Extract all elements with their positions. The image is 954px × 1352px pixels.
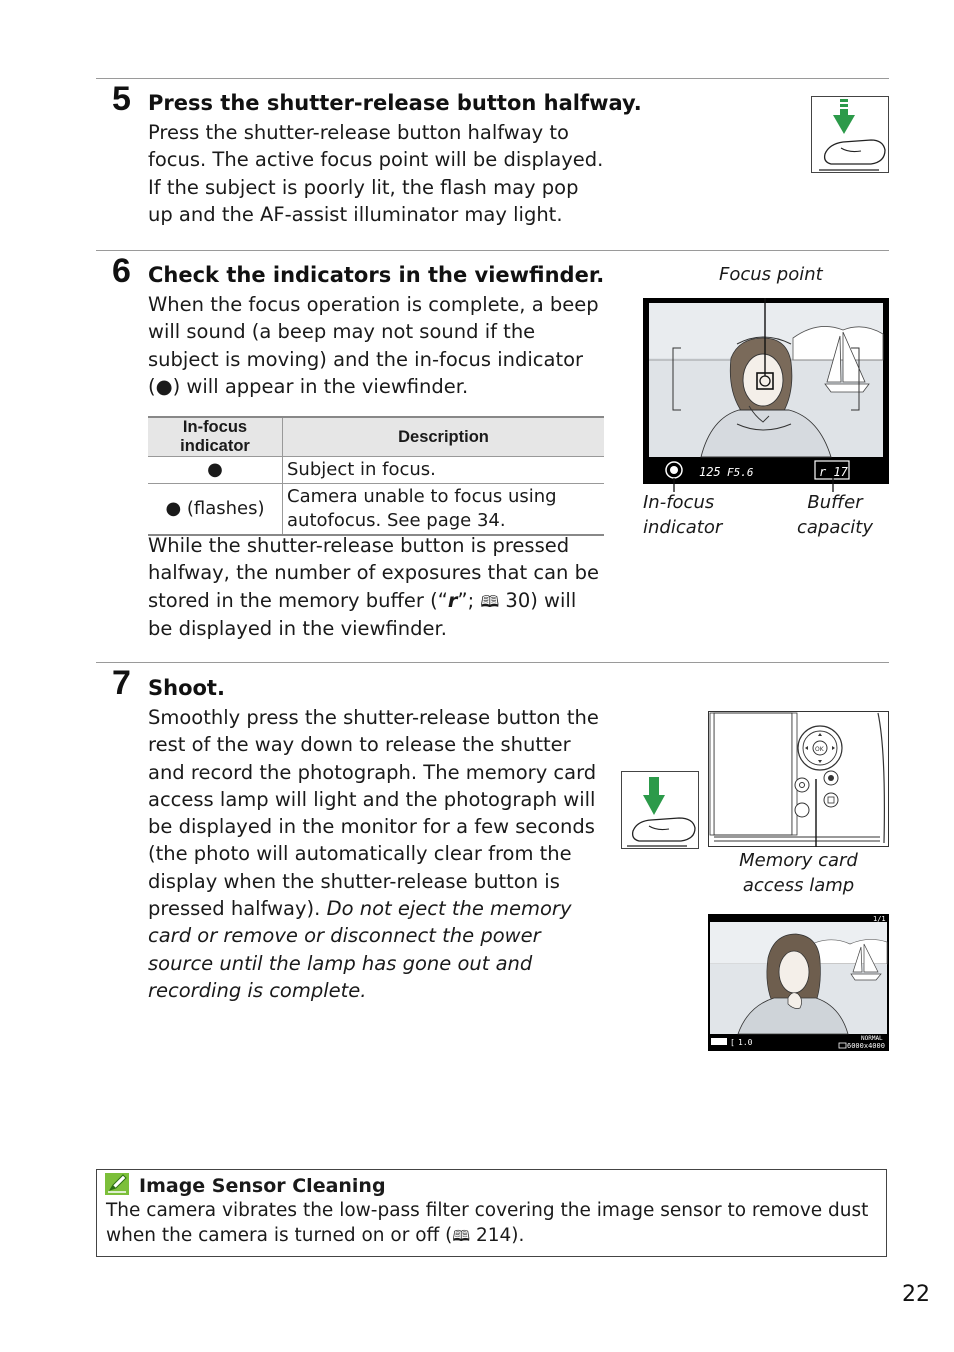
step-6-body: When the focus operation is complete, a beep will sound (a beep may not sound if the subject is moving) and the in-focus indicator (●) will appear in the viewfinder.: [148, 293, 599, 398]
step-5-number: 5: [112, 80, 130, 118]
note-text-b: 214).: [470, 1224, 525, 1246]
shutter-readout: 125: [699, 465, 721, 479]
book-reference-icon: 🕮︎: [480, 591, 500, 611]
step-5-body: Press the shutter-release button halfway to focus. The active focus point will be displayed. If the subject is poorly lit, the flash may pop up and the AF-assist illuminator may light.: [148, 121, 604, 226]
quality-readout: NORMAL: [861, 1035, 883, 1042]
monitor-playback-illustration: [708, 914, 889, 1051]
note-text: [106, 1199, 881, 1248]
buffer-text-a: While the shutter-release button is pressed halfway, the number of exposures that can be stored in the memory buffer (“: [148, 534, 599, 612]
buffer-readout: r 17: [819, 465, 848, 479]
monitor-size-readout: 1.0: [738, 1038, 753, 1047]
page-number: 22: [902, 1282, 930, 1307]
step-divider: [96, 78, 889, 79]
camera-back-illustration: [708, 711, 889, 847]
table-header-description: Description: [283, 417, 605, 457]
buffer-r-icon: r: [447, 588, 458, 612]
table-header-indicator: In-focus indicator: [148, 417, 283, 457]
buffer-text-c: 30) will be displayed in the viewfinder.: [148, 588, 577, 640]
memory-card-lamp-label: Memory card access lamp: [739, 850, 858, 896]
note-box: [96, 1169, 887, 1257]
aperture-readout: F5.6: [727, 466, 754, 479]
shutter-half-press-icon: [811, 96, 889, 173]
viewfinder-illustration: [643, 298, 889, 484]
table-cell-description: Subject in focus.: [283, 457, 605, 484]
focus-point-label: Focus point: [719, 264, 823, 285]
table-row: [148, 484, 604, 536]
ok-button-label: OK: [815, 746, 824, 753]
svg-text:[: [: [730, 1038, 735, 1047]
step-7-warning: Do not eject the memory card or remove or disconnect the power source until the lamp has gone out and recording is complete.: [148, 897, 572, 1002]
buffer-capacity-label: Buffer capacity: [797, 492, 873, 538]
step-5-title: Press the shutter-release button halfway.: [148, 91, 642, 115]
step-6-title: Check the indicators in the viewfinder.: [148, 263, 605, 287]
in-focus-indicator-label: In-focus indicator: [643, 492, 723, 538]
note-title: Image Sensor Cleaning: [139, 1175, 386, 1197]
table-cell-description: Camera unable to focus using autofocus. See page 34.: [283, 484, 605, 536]
step-6-buffer-paragraph: [148, 532, 604, 642]
step-7-title: Shoot.: [148, 676, 225, 700]
image-size-readout: 6000x4000: [847, 1042, 885, 1050]
book-reference-icon: 🕮︎: [452, 1226, 471, 1245]
indicator-table: [148, 416, 604, 536]
step-7-body-text: Smoothly press the shutter-release button the rest of the way down to release the shutter and record the photograph. The memory card access lamp will light and the photograph will be displayed in the monitor for a few seconds (the photo will automatically clear from the display when the shutter-release button is pressed halfway).: [148, 706, 599, 921]
step-7-number: 7: [112, 664, 130, 702]
step-7-body: [148, 704, 604, 1004]
frame-counter: 1/1: [873, 915, 886, 923]
table-cell-indicator: ● (flashes): [148, 484, 283, 536]
table-row: [148, 457, 604, 484]
shutter-full-press-icon: [621, 771, 699, 849]
step-divider: [96, 662, 889, 663]
note-text-a: The camera vibrates the low-pass filter covering the image sensor to remove dust when the camera is turned on or off (: [106, 1200, 869, 1246]
buffer-text-b: ”;: [457, 588, 481, 612]
step-6-number: 6: [112, 252, 130, 290]
table-cell-indicator: ●: [148, 457, 283, 484]
step-divider: [96, 250, 889, 251]
pencil-note-icon: [105, 1173, 129, 1195]
